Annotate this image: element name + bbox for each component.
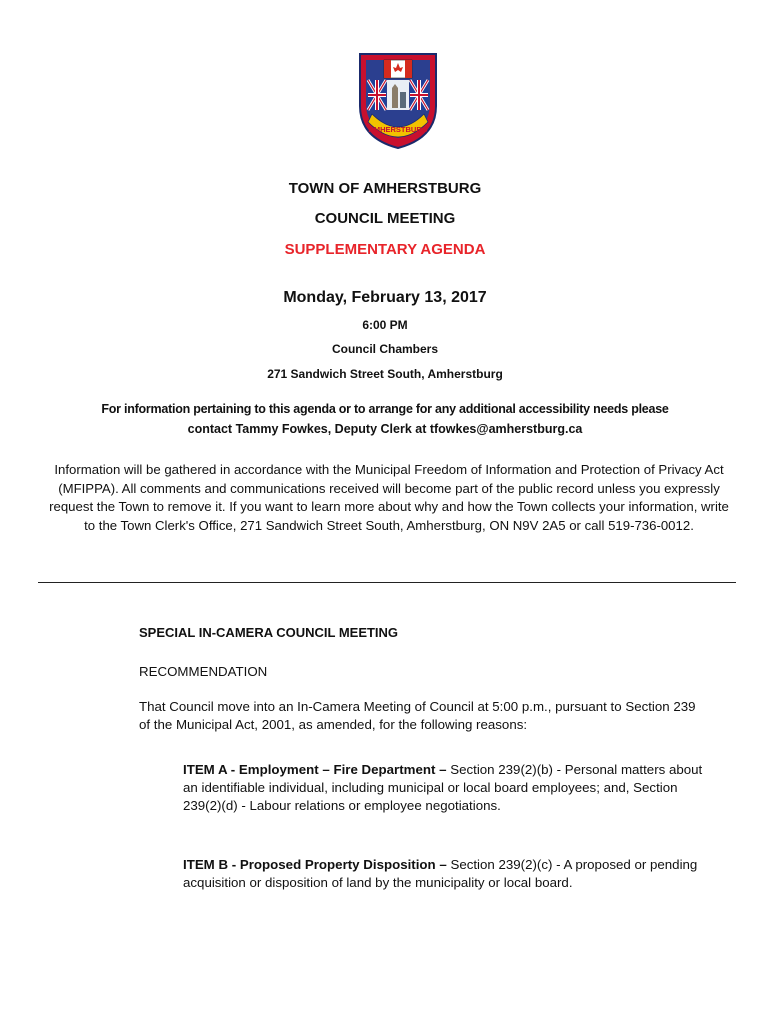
supplementary-agenda-heading: SUPPLEMENTARY AGENDA [284,241,486,258]
recommendation-label: RECOMMENDATION [139,664,268,679]
mfippa-notice: Information will be gathered in accordance with the Municipal Freedom of Information and Protection of Privacy Act (MFIPPA). All comments and communications received will become part of the public record unless you expressly request the Town to remove it. If you want to learn more about why and how the Town collects your information, write to the Town Clerk's Office, 271 Sandwich Street South, Amherstburg, ON N9V 2A5 or call 519-736-0012. [49,462,729,533]
horizontal-divider [38,582,736,583]
agenda-item-a-text: Section 239(2)(b) - Personal matters about an identifiable individual, including municipal or local board employees; and, Section 239(2)(d) - Labour relations or employee negotiations. [183,762,703,813]
meeting-time: 6:00 PM [362,318,408,332]
svg-text:AMHERSTBURG: AMHERSTBURG [368,125,428,134]
amherstburg-crest-logo [354,48,442,152]
accessibility-contact-line-2: contact Tammy Fowkes, Deputy Clerk at tfowkes@amherstburg.ca [187,422,583,436]
agenda-item-a-label: ITEM A - Employment – Fire Department – [183,762,447,777]
recommendation-body: That Council move into an In-Camera Meeting of Council at 5:00 p.m., pursuant to Section 239 of the Municipal Act, 2001, as amended, for the following reasons: [139,699,696,732]
meeting-date: Monday, February 13, 2017 [283,289,487,306]
agenda-item-b-label: ITEM B - Proposed Property Disposition – [183,857,447,872]
accessibility-contact-line-1: For information pertaining to this agenda or to arrange for any additional accessibility needs please [101,402,669,416]
section-heading: SPECIAL IN-CAMERA COUNCIL MEETING [139,625,399,640]
meeting-location: Council Chambers [331,342,439,356]
meeting-address: 271 Sandwich Street South, Amherstburg [267,367,503,381]
town-title: TOWN OF AMHERSTBURG [288,180,482,197]
meeting-title: COUNCIL MEETING [314,210,456,227]
agenda-item-a [183,761,703,815]
agenda-item-b [183,856,703,892]
agenda-item-b-text: Section 239(2)(c) - A proposed or pending acquisition or disposition of land by the municipality or local board. [183,857,698,890]
